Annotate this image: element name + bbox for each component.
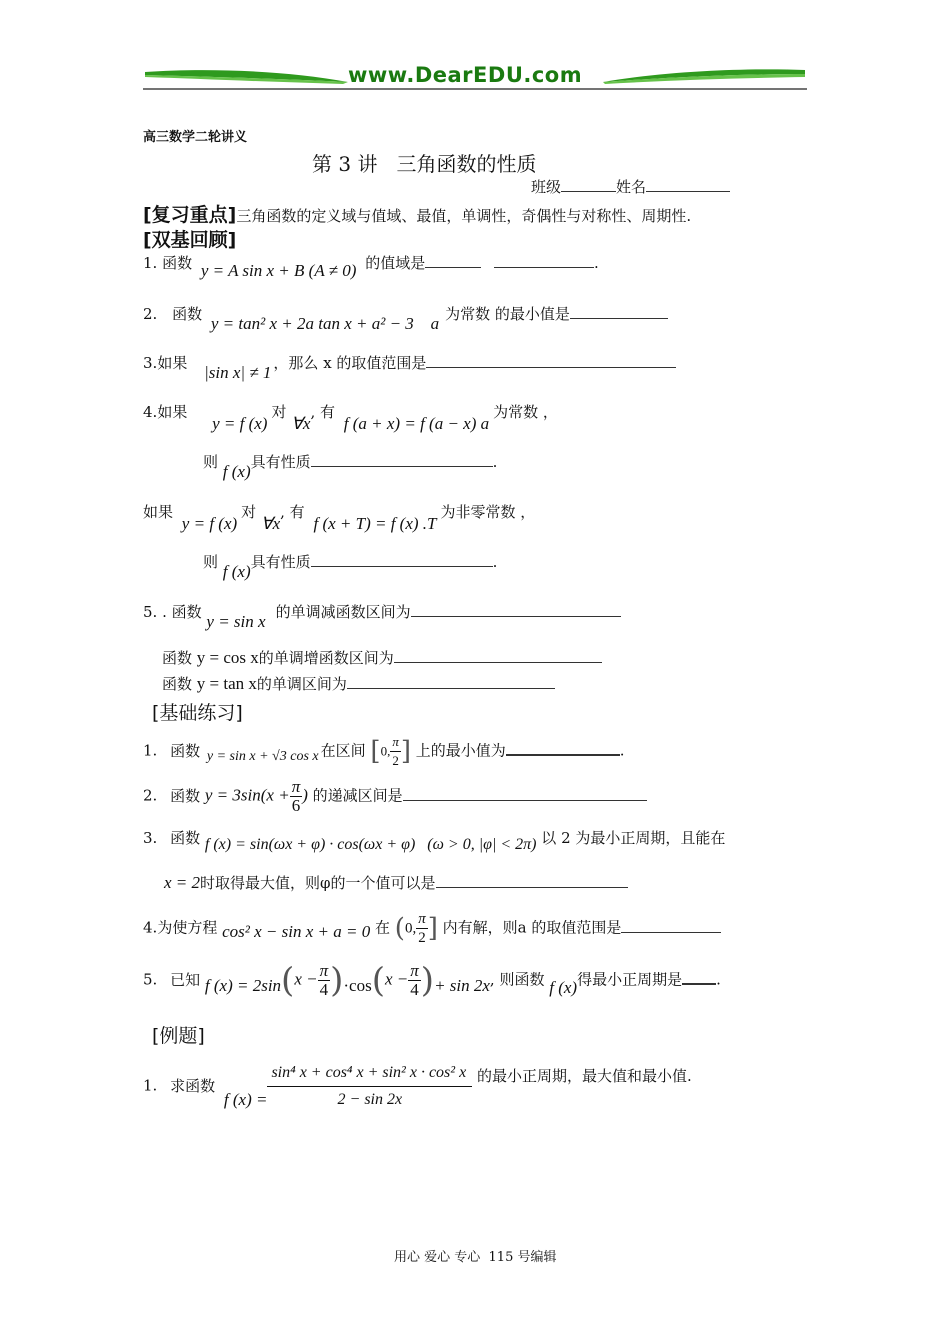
p5-paren-1-left: ( — [281, 960, 295, 1001]
q4-end: . — [492, 453, 498, 471]
q5-blank[interactable] — [411, 602, 621, 617]
p3-line2-formula: x = 2 — [164, 873, 201, 892]
p1-end: . — [619, 741, 625, 760]
q2-suffix: 为常数 的最小值是 — [445, 305, 570, 323]
q3-formula: |sin x| ≠ 1 — [204, 363, 272, 382]
q3-number: 3. — [143, 354, 158, 372]
review-text: 三角函数的定义域与值域、最值，单调性，奇偶性与对称性、周期性. — [236, 207, 692, 225]
q4-formula-1: y = f (x) — [212, 414, 268, 433]
p1-interval-left: 0, — [380, 743, 391, 759]
p4-frac-num: π — [418, 911, 426, 927]
q1-blank-1[interactable] — [425, 253, 481, 268]
p4-interval-left: 0, — [404, 920, 417, 937]
p4-prefix: 为使方程 — [157, 918, 218, 937]
p5-prefix: 已知 — [170, 970, 201, 989]
p3-prefix: 函数 — [170, 829, 201, 847]
q4b-formula-4: f (x) — [222, 562, 251, 581]
p5-frac-1-num: π — [319, 961, 329, 980]
p2-number: 2. — [143, 786, 158, 805]
q2-blank[interactable] — [570, 304, 668, 319]
p5-paren-2-left: ( — [371, 960, 385, 1001]
q1-end: . — [593, 254, 599, 272]
p4-bracket-right: ] — [427, 913, 438, 944]
p4-frac-den: 2 — [418, 930, 426, 946]
q4b-formula-2: ∀x — [260, 514, 281, 533]
q1-suffix: 的值域是 — [365, 254, 426, 272]
class-label: 班级 — [531, 178, 562, 196]
q5-formula: y = sin x — [206, 612, 266, 631]
q5c-formula: y = tan x — [196, 674, 257, 693]
q5b-formula: y = cos x — [196, 648, 259, 667]
p1-blank[interactable] — [506, 740, 620, 756]
basics-q4 — [143, 402, 558, 433]
q2-number: 2. — [143, 305, 158, 323]
p5-frac-2-num: π — [410, 961, 419, 980]
e1-suffix: 的最小正周期，最大值和最小值. — [476, 1066, 692, 1085]
q4b-end: . — [492, 553, 498, 571]
p5-frac-1-den: 4 — [319, 980, 329, 999]
p1-bracket-left: [ — [370, 736, 381, 767]
review-line — [143, 200, 691, 227]
p1-formula: y = sin x + √3 cos x — [206, 748, 319, 764]
p2-fraction — [290, 778, 303, 815]
q4-formula-2: ∀x — [291, 414, 311, 433]
header-logo — [143, 60, 807, 96]
q4-suffix: 为常数 ， — [493, 403, 558, 421]
p5-formula-b: + sin 2x — [434, 975, 490, 995]
example-e1 — [143, 1060, 692, 1113]
p3-number: 3. — [143, 829, 158, 847]
q5c-prefix: 函数 — [162, 675, 193, 693]
e1-numerator: sin⁴ x + cos⁴ x + sin² x · cos² x — [267, 1060, 472, 1087]
q4b-formula-1: y = f (x) — [181, 514, 238, 533]
q1-prefix: 函数 — [162, 254, 193, 272]
basics-heading: [双基回顾] — [143, 229, 237, 251]
q4-formula-3: f (a + x) = f (a − x) a — [343, 414, 490, 433]
q1-formula: y = A sin x + B (A ≠ 0) — [200, 261, 357, 280]
p1-frac-den: 2 — [392, 753, 399, 768]
q4b-dui: 对 — [241, 503, 257, 521]
course-name: 高三数学二轮讲义 — [143, 130, 248, 145]
p2-prefix: 函数 — [170, 786, 201, 805]
e1-number: 1. — [143, 1076, 158, 1095]
e1-denominator: 2 − sin 2x — [337, 1091, 403, 1108]
p5-suffix-2: 得最小正周期是 — [577, 970, 683, 989]
q4b-suffix: 为非零常数 ， — [440, 503, 536, 521]
p3-blank[interactable] — [436, 873, 628, 888]
q4-prefix: 如果 — [157, 403, 188, 421]
p1-bracket-right: ] — [400, 736, 411, 767]
q2-formula: y = tan² x + 2a tan x + a² − 3 — [210, 314, 414, 333]
basics-q4-then — [203, 452, 498, 481]
p5-fx: f (x) — [549, 977, 578, 997]
p4-fraction — [416, 910, 428, 947]
page-footer: 用心 爱心 专心 115 号编辑 — [394, 1250, 557, 1265]
examples-heading: [例题] — [152, 1025, 205, 1047]
q4-dui: 对 — [271, 403, 287, 421]
p3-formula: f (x) = sin(ωx + φ) · cos(ωx + φ) (ω > 0, |φ| < 2π) — [204, 836, 537, 853]
p4-formula: cos² x − sin x + a = 0 — [222, 921, 371, 941]
p5-suffix: , 则函数 — [489, 970, 545, 989]
practice-p1 — [143, 733, 625, 770]
lecture-title: 第 3 讲 三角函数的性质 — [312, 152, 537, 176]
e1-lhs: f (x) = — [223, 1089, 268, 1109]
p2-frac-den: 6 — [291, 796, 301, 815]
p2-suffix: 的递减区间是 — [312, 786, 403, 805]
q5-prefix: . 函数 — [157, 603, 202, 621]
q3-prefix: 如果 — [157, 354, 188, 372]
p1-number: 1. — [143, 741, 158, 760]
p5-end: . — [716, 970, 721, 989]
p5-fraction-2 — [408, 962, 421, 999]
q4-formula-4: f (x) — [222, 462, 251, 481]
p3-suffix: 以 2 为最小正周期，且能在 — [541, 829, 726, 847]
q3-blank[interactable] — [426, 353, 676, 368]
q5b-blank[interactable] — [394, 648, 602, 663]
p2-frac-num: π — [291, 777, 301, 796]
q1-blank-2[interactable] — [494, 253, 594, 268]
practice-p2 — [143, 778, 647, 815]
basics-q5c — [162, 674, 555, 694]
q4b-has: 具有性质 — [250, 553, 311, 571]
q4b-prefix: 如果 — [143, 503, 174, 521]
p5-paren-1-right: ) — [330, 960, 344, 1001]
e1-fraction — [267, 1060, 472, 1113]
logo-text: www.DearEDU.com — [348, 63, 583, 87]
p5-arg-1: x − — [294, 969, 318, 989]
q5c-blank[interactable] — [347, 674, 555, 689]
p4-suffix: 内有解，则a 的取值范围是 — [442, 918, 622, 937]
p1-mid: 在区间 — [320, 741, 366, 760]
p4-mid: 在 — [375, 918, 391, 937]
practice-heading: [基础练习] — [152, 702, 243, 724]
p5-paren-2-right: ) — [420, 960, 435, 1001]
p4-blank[interactable] — [621, 918, 721, 933]
p5-formula-a: f (x) = 2sin — [204, 975, 282, 995]
q4b-you: , 有 — [280, 503, 305, 521]
q4-number: 4. — [143, 403, 158, 421]
q5-suffix: 的单调减函数区间为 — [275, 603, 411, 621]
p2-formula-a: y = 3sin(x + — [204, 785, 290, 805]
p4-bracket-left: ( — [394, 913, 405, 944]
q4b-then: 则 — [203, 553, 219, 571]
q4b-blank[interactable] — [311, 552, 493, 567]
class-blank[interactable] — [561, 177, 616, 192]
class-name-line — [531, 177, 730, 197]
p1-suffix: 上的最小值为 — [415, 741, 506, 760]
q5b-prefix: 函数 — [162, 649, 193, 667]
practice-p3-line2 — [164, 873, 628, 893]
q4-blank[interactable] — [311, 452, 493, 467]
practice-p3 — [143, 828, 726, 853]
practice-p5 — [143, 962, 721, 999]
q4-then: 则 — [203, 453, 219, 471]
p3-line2-suffix: 时取得最大值，则φ的一个值可以是 — [200, 874, 436, 892]
basics-q2 — [143, 304, 668, 333]
basics-q5 — [143, 602, 621, 631]
p5-blank[interactable] — [682, 969, 716, 985]
e1-prefix: 求函数 — [170, 1076, 216, 1095]
q5-number: 5. — [143, 603, 158, 621]
p5-frac-2-den: 4 — [410, 980, 419, 999]
p1-fraction — [390, 733, 401, 770]
name-blank[interactable] — [646, 177, 730, 192]
p5-cos: ·cos — [343, 975, 372, 995]
q4-has: 具有性质 — [250, 453, 311, 471]
q5b-suffix: 的单调增函数区间为 — [258, 649, 394, 667]
q4b-formula-3: f (x + T) = f (x) .T — [313, 514, 437, 533]
practice-p4 — [143, 910, 721, 947]
basics-q5b — [162, 648, 602, 668]
q3-suffix: ，那么 x 的取值范围是 — [273, 354, 427, 372]
p5-fraction-1 — [318, 962, 331, 999]
p5-number: 5. — [143, 970, 158, 989]
basics-q3 — [143, 353, 676, 382]
q4-you: , 有 — [310, 403, 335, 421]
p1-frac-num: π — [390, 733, 401, 752]
name-label: 姓名 — [616, 178, 647, 196]
basics-q4b — [143, 502, 536, 533]
basics-q4b-then — [203, 552, 498, 581]
review-heading: [复习重点] — [143, 204, 237, 226]
q2-variable: a — [430, 314, 440, 333]
p2-blank[interactable] — [403, 786, 647, 801]
q1-number: 1. — [143, 254, 158, 272]
p1-prefix: 函数 — [170, 741, 201, 760]
q2-prefix: 函数 — [172, 305, 203, 323]
p5-arg-2: x − — [384, 969, 409, 989]
q5c-suffix: 的单调区间为 — [256, 675, 347, 693]
p2-formula-b: ) — [302, 785, 308, 805]
p4-number: 4. — [143, 918, 158, 937]
basics-q1 — [143, 253, 599, 280]
